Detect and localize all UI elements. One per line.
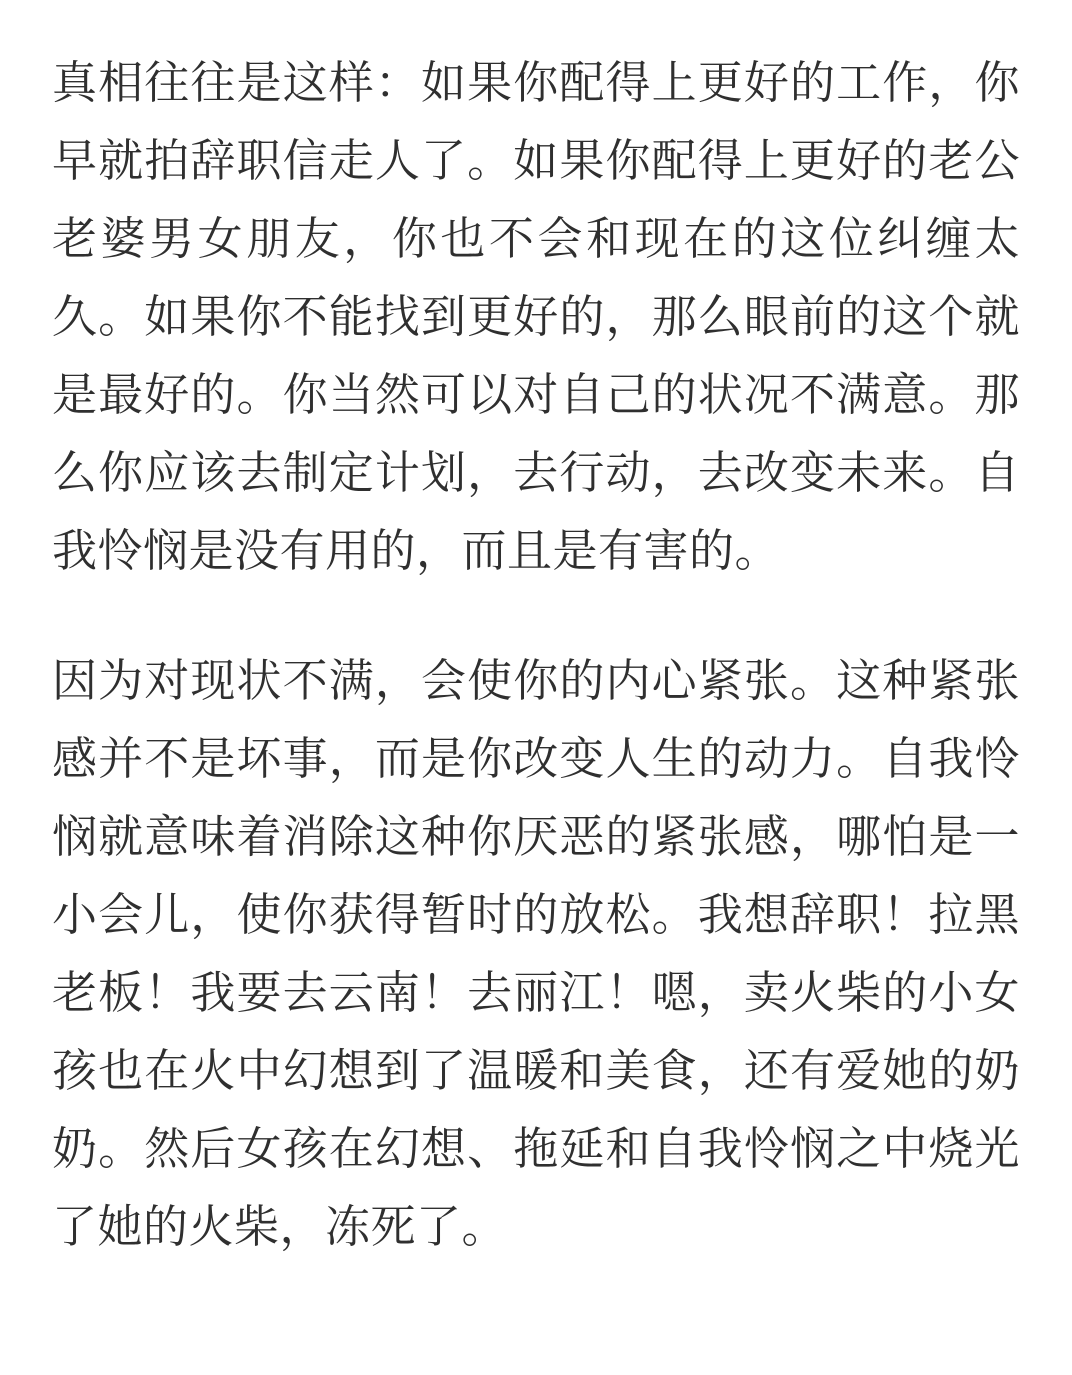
paragraph-1: 真相往往是这样：如果你配得上更好的工作，你早就拍辞职信走人了。如果你配得上更好的老公老婆男女朋友，你也不会和现在的这位纠缠太久。如果你不能找到更好的，那么眼前的这个就是最好的。你当然可以对自己的状况不满意。那么你应该去制定计划，去行动，去改变未来。自我怜悯是没有用的，而且是有害的。 — [52, 57, 1020, 576]
article-body — [52, 44, 1020, 1266]
paragraph-2: 因为对现状不满，会使你的内心紧张。这种紧张感并不是坏事，而是你改变人生的动力。自我怜悯就意味着消除这种你厌恶的紧张感，哪怕是一小会儿，使你获得暂时的放松。我想辞职！拉黑老板！我要去云南！去丽江！嗯，卖火柴的小女孩也在火中幻想到了温暖和美食，还有爱她的奶奶。然后女孩在幻想、拖延和自我怜悯之中烧光了她的火柴，冻死了。 — [52, 655, 1020, 1252]
